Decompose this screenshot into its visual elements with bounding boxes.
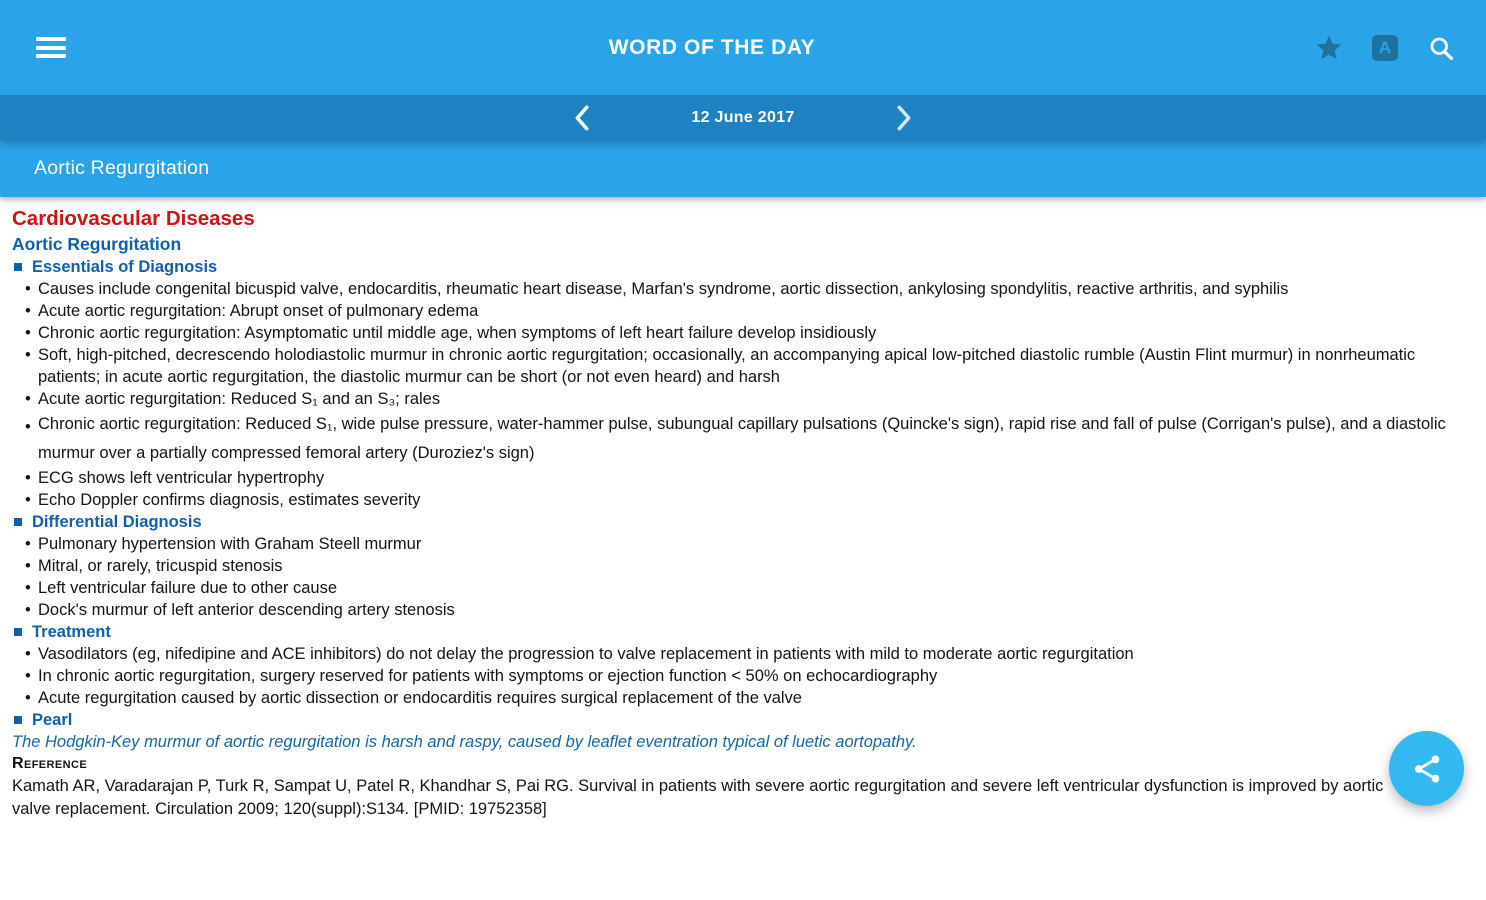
square-bullet-icon — [14, 628, 22, 636]
essentials-list — [12, 278, 1470, 511]
list-item: • Soft, high-pitched, decrescendo holodiastolic murmur in chronic aortic regurgitation; occasionally, an accompanying apical low-pitched diastolic rumble (Austin Flint murmur) in nonrheumatic patients; in acute aortic regurgitation, the diastolic murmur can be short (or not even heard) and harsh — [12, 344, 1470, 388]
treatment-list — [12, 643, 1470, 709]
section-label: Differential Diagnosis — [32, 512, 202, 531]
chevron-right-icon — [894, 105, 914, 131]
square-bullet-icon — [14, 518, 22, 526]
list-item: • In chronic aortic regurgitation, surgery reserved for patients with symptoms or ejection function < 50% on echocardiography — [12, 665, 1470, 687]
article-title: Aortic Regurgitation — [12, 234, 182, 254]
date-nav-bar — [0, 95, 1486, 140]
square-bullet-icon — [14, 716, 22, 724]
date-label: 12 June 2017 — [691, 108, 795, 126]
list-item: • Chronic aortic regurgitation: Asymptomatic until middle age, when symptoms of left heart failure develop insidiously — [12, 322, 1470, 344]
list-item: • Vasodilators (eg, nifedipine and ACE inhibitors) do not delay the progression to valve replacement in patients with mild to moderate aortic regurgitation — [12, 643, 1470, 665]
font-size-button[interactable] — [1370, 33, 1400, 63]
share-button[interactable] — [1389, 731, 1464, 806]
list-item: • Mitral, or rarely, tricuspid stenosis — [12, 555, 1470, 577]
app-bar-actions — [1314, 33, 1486, 63]
section-heading-treatment — [12, 621, 1470, 643]
reference-text: Kamath AR, Varadarajan P, Turk R, Sampat U, Patel R, Khandhar S, Pai RG. Survival in patients with severe aortic regurgitation and severe left ventricular dysfunction is improved by aortic valve replacement. Circulation 2009; 120(suppl):S134. [PMID: 19752358] — [12, 777, 1384, 818]
search-icon — [1427, 34, 1455, 62]
search-button[interactable] — [1426, 33, 1456, 63]
article-content — [0, 197, 1486, 820]
list-item: • Causes include congenital bicuspid valve, endocarditis, rheumatic heart disease, Marfan's syndrome, aortic dissection, ankylosing spondylitis, reactive arthritis, and syphilis — [12, 278, 1470, 300]
next-day-button[interactable] — [887, 101, 921, 135]
section-label: Treatment — [32, 622, 111, 641]
menu-button[interactable] — [0, 33, 110, 63]
list-item: • Echo Doppler confirms diagnosis, estimates severity — [12, 489, 1470, 511]
list-item: • Acute regurgitation caused by aortic dissection or endocarditis requires surgical replacement of the valve — [12, 687, 1470, 709]
section-heading-essentials — [12, 256, 1470, 278]
section-heading-differential — [12, 511, 1470, 533]
list-item: • ECG shows left ventricular hypertrophy — [12, 467, 1470, 489]
list-item: • Acute aortic regurgitation: Abrupt onset of pulmonary edema — [12, 300, 1470, 322]
share-icon — [1410, 752, 1444, 786]
square-bullet-icon — [14, 263, 22, 271]
previous-day-button[interactable] — [565, 101, 599, 135]
favorite-button[interactable] — [1314, 33, 1344, 63]
list-item: • Dock's murmur of left anterior descending artery stenosis — [12, 599, 1470, 621]
list-item: • Pulmonary hypertension with Graham Steell murmur — [12, 533, 1470, 555]
hamburger-icon — [36, 37, 110, 58]
section-heading-pearl — [12, 709, 1470, 731]
pearl-text: The Hodgkin-Key murmur of aortic regurgitation is harsh and raspy, caused by leaflet eventration typical of luetic aortopathy. — [12, 733, 917, 751]
category-heading: Cardiovascular Diseases — [12, 207, 255, 230]
app-title: WORD OF THE DAY — [608, 35, 816, 59]
differential-list — [12, 533, 1470, 621]
font-size-icon: A — [1372, 35, 1398, 61]
section-label: Essentials of Diagnosis — [32, 257, 218, 276]
app-bar — [0, 0, 1486, 95]
topic-bar — [0, 140, 1486, 197]
section-label: Pearl — [32, 710, 73, 729]
chevron-left-icon — [572, 105, 592, 131]
list-item: • Chronic aortic regurgitation: Reduced S₁, wide pulse pressure, water-hammer pulse, subungual capillary pulsations (Quincke's sign), rapid rise and fall of pulse (Corrigan's pulse), and a diastolic murmur over a partially compressed femoral artery (Duroziez's sign) — [12, 410, 1470, 467]
star-icon — [1314, 33, 1344, 63]
list-item: • Acute aortic regurgitation: Reduced S₁ and an S₃; rales — [12, 388, 1470, 410]
topic-title: Aortic Regurgitation — [34, 157, 210, 179]
reference-label: Reference — [12, 755, 88, 772]
list-item: • Left ventricular failure due to other cause — [12, 577, 1470, 599]
